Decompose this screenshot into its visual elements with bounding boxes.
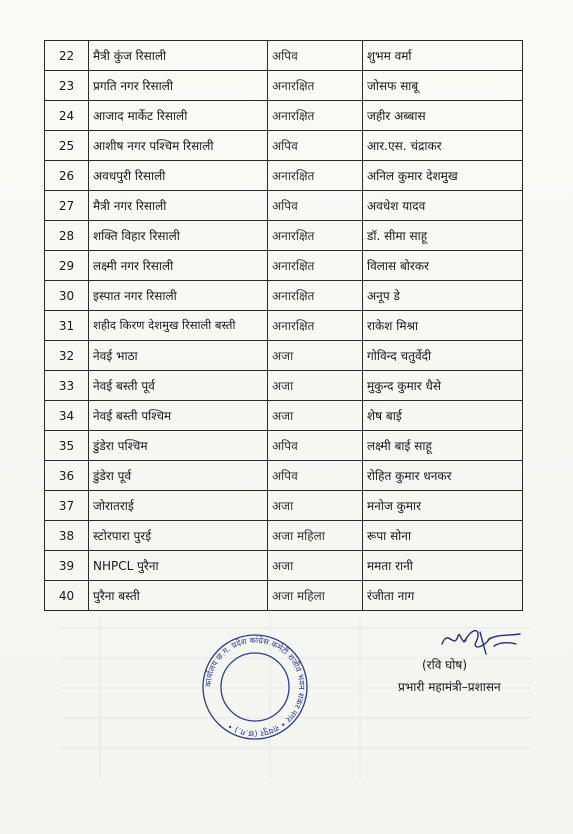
ward-name-cell: NHPCL पुरैना [89, 551, 268, 581]
table-row [45, 191, 523, 221]
ward-name-cell: डुंडेरा पूर्व [89, 461, 268, 491]
reservation-category-cell: अजा महिला [268, 521, 363, 551]
row-number-cell: 33 [45, 371, 89, 401]
row-number-cell: 24 [45, 101, 89, 131]
row-number-cell: 40 [45, 581, 89, 611]
reservation-category-cell: अपिव [268, 41, 363, 71]
reservation-category-cell: अजा [268, 371, 363, 401]
office-seal-stamp [190, 632, 320, 742]
candidate-name-cell: रूपा सोना [363, 521, 523, 551]
reservation-category-cell: अपिव [268, 461, 363, 491]
candidate-name-cell: अनूप डे [363, 281, 523, 311]
candidate-name-cell: शेष बाई [363, 401, 523, 431]
signer-name: (रवि घोष) [422, 658, 468, 672]
table-row [45, 491, 523, 521]
candidate-name-cell: लक्ष्मी बाई साहू [363, 431, 523, 461]
table-row [45, 41, 523, 71]
candidate-name-cell: मनोज कुमार [363, 491, 523, 521]
ward-name-cell: डुंडेरा पश्चिम [89, 431, 268, 461]
ward-name-cell: स्टोरपारा पुरई [89, 521, 268, 551]
ward-name-cell: नेवई बस्ती पश्चिम [89, 401, 268, 431]
table-row [45, 341, 523, 371]
row-number-cell: 38 [45, 521, 89, 551]
reservation-category-cell: अनारक्षित [268, 221, 363, 251]
row-number-cell: 23 [45, 71, 89, 101]
reservation-category-cell: अजा महिला [268, 581, 363, 611]
row-number-cell: 22 [45, 41, 89, 71]
reservation-category-cell: अजा [268, 341, 363, 371]
ward-name-cell: इस्पात नगर रिसाली [89, 281, 268, 311]
table-row [45, 131, 523, 161]
ward-name-cell: शहीद किरण देशमुख रिसाली बस्ती [89, 311, 268, 341]
ward-name-cell: शक्ति विहार रिसाली [89, 221, 268, 251]
table-row [45, 461, 523, 491]
row-number-cell: 39 [45, 551, 89, 581]
table-row [45, 221, 523, 251]
handwritten-signature [436, 620, 522, 660]
row-number-cell: 25 [45, 131, 89, 161]
table-row [45, 161, 523, 191]
ward-name-cell: नेवई भाठा [89, 341, 268, 371]
signer-designation: प्रभारी महामंत्री–प्रशासन [398, 680, 501, 694]
candidate-name-cell: अवधेश यादव [363, 191, 523, 221]
candidate-name-cell: विलास बोरकर [363, 251, 523, 281]
row-number-cell: 27 [45, 191, 89, 221]
candidate-name-cell: आर.एस. चंद्राकर [363, 131, 523, 161]
ward-name-cell: मैत्री नगर रिसाली [89, 191, 268, 221]
ward-name-cell: आशीष नगर पश्चिम रिसाली [89, 131, 268, 161]
table-row [45, 311, 523, 341]
reservation-category-cell: अपिव [268, 191, 363, 221]
table-row [45, 71, 523, 101]
ward-name-cell: मैत्री कुंज रिसाली [89, 41, 268, 71]
ward-name-cell: जोरातराई [89, 491, 268, 521]
candidate-name-cell: अनिल कुमार देशमुख [363, 161, 523, 191]
row-number-cell: 34 [45, 401, 89, 431]
ward-name-cell: अवधपुरी रिसाली [89, 161, 268, 191]
row-number-cell: 30 [45, 281, 89, 311]
table-row [45, 101, 523, 131]
svg-text:कार्यालय छ.ग. प्रदेश कांग्रेस: कार्यालय छ.ग. प्रदेश कांग्रेस कमेटी राजीव भवन शंकर नगर • रायपुर (छ.ग.) • [202, 634, 308, 740]
ward-name-cell: नेवई बस्ती पूर्व [89, 371, 268, 401]
reservation-category-cell: अजा [268, 491, 363, 521]
table-row [45, 551, 523, 581]
table-body [45, 41, 523, 611]
row-number-cell: 35 [45, 431, 89, 461]
reservation-category-cell: अनारक्षित [268, 161, 363, 191]
candidate-name-cell: राकेश मिश्रा [363, 311, 523, 341]
table-row [45, 521, 523, 551]
councillor-list-table [44, 40, 523, 611]
table-row [45, 371, 523, 401]
candidate-name-cell: डॉ. सीमा साहू [363, 221, 523, 251]
reservation-category-cell: अनारक्षित [268, 71, 363, 101]
ward-name-cell: पुरैना बस्ती [89, 581, 268, 611]
table-row [45, 431, 523, 461]
candidate-name-cell: ममता रानी [363, 551, 523, 581]
row-number-cell: 28 [45, 221, 89, 251]
candidate-name-cell: जहीर अब्बास [363, 101, 523, 131]
reservation-category-cell: अपिव [268, 131, 363, 161]
candidate-name-cell: रोहित कुमार धनकर [363, 461, 523, 491]
table-row [45, 581, 523, 611]
row-number-cell: 29 [45, 251, 89, 281]
table-row [45, 251, 523, 281]
ward-name-cell: आजाद मार्केट रिसाली [89, 101, 268, 131]
table-row [45, 401, 523, 431]
ward-name-cell: लक्ष्मी नगर रिसाली [89, 251, 268, 281]
reservation-category-cell: अपिव [268, 431, 363, 461]
reservation-category-cell: अजा [268, 401, 363, 431]
candidate-name-cell: मुकुन्द कुमार धैसे [363, 371, 523, 401]
row-number-cell: 31 [45, 311, 89, 341]
reservation-category-cell: अनारक्षित [268, 251, 363, 281]
table-row [45, 281, 523, 311]
reservation-category-cell: अनारक्षित [268, 281, 363, 311]
reservation-category-cell: अजा [268, 551, 363, 581]
row-number-cell: 32 [45, 341, 89, 371]
row-number-cell: 37 [45, 491, 89, 521]
candidate-name-cell: शुभम वर्मा [363, 41, 523, 71]
ward-name-cell: प्रगति नगर रिसाली [89, 71, 268, 101]
row-number-cell: 36 [45, 461, 89, 491]
reservation-category-cell: अनारक्षित [268, 311, 363, 341]
row-number-cell: 26 [45, 161, 89, 191]
candidate-name-cell: गोविन्द चतुर्वेदी [363, 341, 523, 371]
candidate-name-cell: रंजीता नाग [363, 581, 523, 611]
reservation-category-cell: अनारक्षित [268, 101, 363, 131]
candidate-name-cell: जोसफ साबू [363, 71, 523, 101]
